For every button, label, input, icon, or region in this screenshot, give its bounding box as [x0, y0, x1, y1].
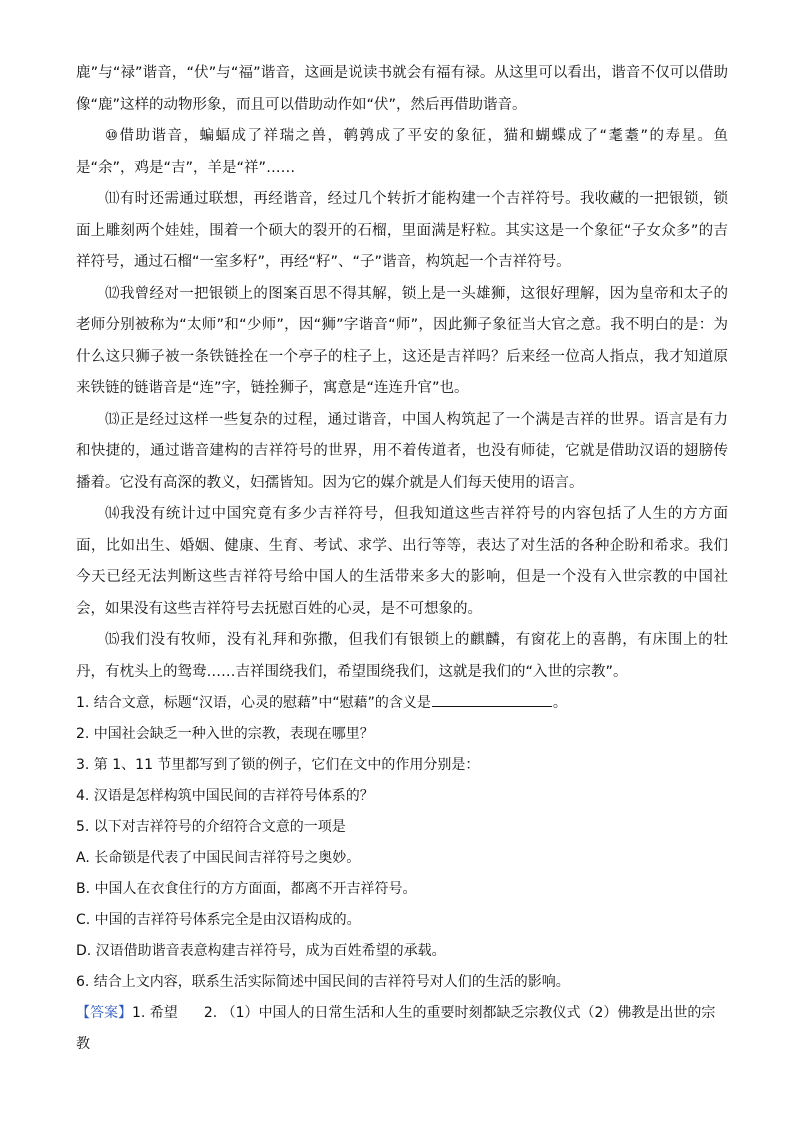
answer-blank[interactable] [432, 692, 552, 707]
answer-1: 1. 希望 [132, 1005, 178, 1021]
passage [76, 58, 728, 688]
paragraph-continued: 鹿”与“禄”谐音，“伏”与“福”谐音，这画是说读书就会有福有禄。从这里可以看出，谐音不仅可以借助像“鹿”这样的动物形象，而且可以借助动作如“伏”，然后再借助谐音。 [76, 65, 728, 113]
answer-section [76, 998, 728, 1060]
option-d: D. 汉语借助谐音表意构建吉祥符号，成为百姓希望的承载。 [76, 943, 446, 959]
paragraph-15: ⒂我们没有牧师，没有礼拜和弥撒，但我们有银锁上的麒麟，有窗花上的喜鹊，有床围上的牡丹，有枕头上的鸳鸯……吉祥围绕我们，希望围绕我们，这就是我们的“入世的宗教”。 [76, 632, 728, 680]
option-a: A. 长命锁是代表了中国民间吉祥符号之奥妙。 [76, 850, 361, 866]
paragraph-13: ⒀正是经过这样一些复杂的过程，通过谐音，中国人构筑起了一个满是吉祥的世界。语言是有力和快捷的，通过谐音建构的吉祥符号的世界，用不着传道者，也没有师徒，它就是借助汉语的翅膀传播着。它没有高深的教义，妇孺皆知。因为它的媒介就是人们每天使用的语言。 [76, 411, 728, 491]
option-b: B. 中国人在衣食住行的方方面面，都离不开吉祥符号。 [76, 881, 417, 897]
answer-2: 2. （1）中国人的日常生活和人生的重要时刻都缺乏宗教仪式（2）佛教是出世的宗教 [76, 1005, 716, 1052]
paragraph-11: ⑾有时还需通过联想，再经谐音，经过几个转折才能构建一个吉祥符号。我收藏的一把银锁，锁面上雕刻两个娃娃，围着一个硕大的裂开的石榴，里面满是籽粒。其实这是一个象征“子女众多”的吉祥符号，通过石榴“一室多籽”，再经“籽”、“子”谐音，构筑起一个吉祥符号。 [76, 191, 728, 270]
question-6: 6. 结合上文内容，联系生活实际简述中国民间的吉祥符号对人们的生活的影响。 [76, 974, 570, 990]
question-list [76, 688, 728, 998]
question-3: 3. 第 1、11 节里都写到了锁的例子，它们在文中的作用分别是： [76, 757, 480, 773]
paragraph-10: ⑩借助谐音，蝙蝠成了祥瑞之兽，鹌鹑成了平安的象征，猫和蝴蝶成了“耄耋”的寿星。鱼是“余”，鸡是“吉”，羊是“祥”…… [76, 128, 728, 176]
question-1-end: 。 [552, 695, 567, 711]
question-4: 4. 汉语是怎样构筑中国民间的吉祥符号体系的？ [76, 788, 374, 804]
question-1 [76, 688, 728, 719]
answer-label: 【答案】 [76, 1005, 132, 1021]
question-5: 5. 以下对吉祥符号的介绍符合文意的一项是 [76, 819, 346, 835]
paragraph-12: ⑿我曾经对一把银锁上的图案百思不得其解，锁上是一头雄狮，这很好理解，因为皇帝和太子的老师分别被称为“太师”和“少师”，因“狮”字谐音“师”，因此狮子象征当大官之意。我不明白的是：为什么这只狮子被一条铁链拴在一个亭子的柱子上，这还是吉祥吗？后来经一位高人指点，我才知道原来铁链的链谐音是“连”字，链拴狮子，寓意是“连连升官”也。 [76, 285, 728, 396]
question-2: 2. 中国社会缺乏一种入世的宗教，表现在哪里？ [76, 726, 374, 742]
paragraph-14: ⒁我没有统计过中国究竟有多少吉祥符号，但我知道这些吉祥符号的内容包括了人生的方方面面，比如出生、婚姻、健康、生育、考试、求学、出行等等，表达了对生活的各种企盼和希求。我们今天已经无法判断这些吉祥符号给中国人的生活带来多大的影响，但是一个没有入世宗教的中国社会，如果没有这些吉祥符号去抚慰百姓的心灵，是不可想象的。 [76, 506, 728, 617]
option-c: C. 中国的吉祥符号体系完全是由汉语构成的。 [76, 912, 361, 928]
question-1-text: 1. 结合文意，标题“汉语，心灵的慰藉”中“慰藉”的含义是 [76, 695, 431, 711]
